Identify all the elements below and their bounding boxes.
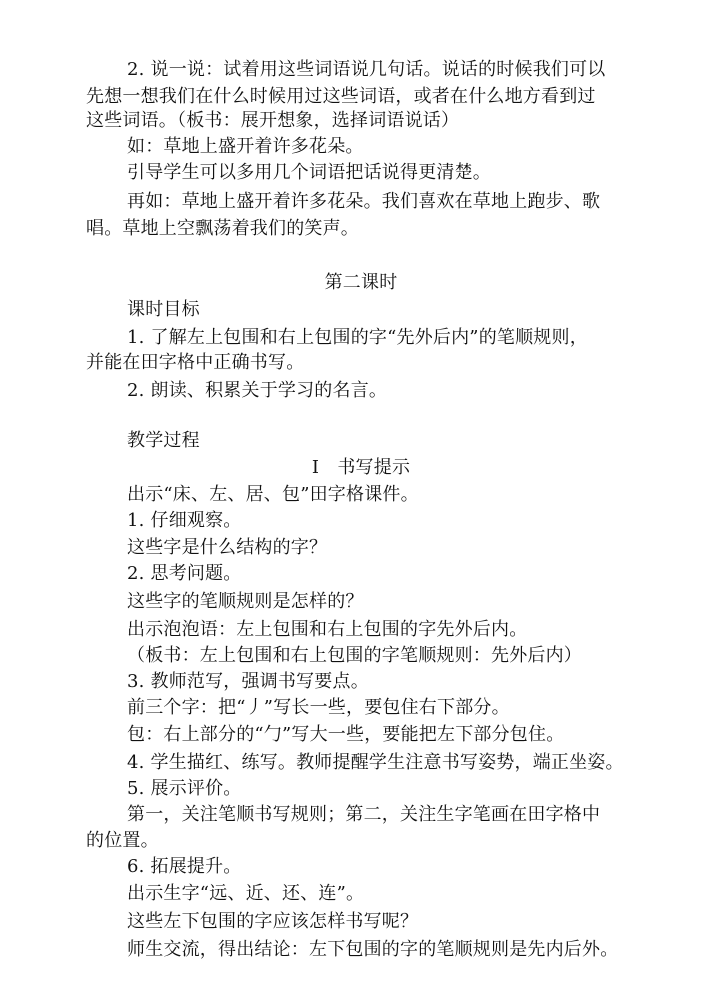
text-line: 如：草地上盛开着许多花朵。 (127, 136, 364, 157)
text-line: （板书：左上包围和右上包围的字笔顺规则：先外后内） (127, 645, 582, 666)
text-line: 2. 说一说：试着用这些词语说几句话。说话的时候我们可以 (127, 59, 606, 80)
section-heading: Ⅰ 书写提示 (311, 457, 411, 478)
text-line: 先想一想我们在什么时候用过这些词语，或者在什么地方看到过 (86, 86, 596, 107)
text-line: 2. 思考问题。 (127, 563, 242, 584)
text-line: 这些左下包围的字应该怎样书写呢？ (127, 911, 419, 932)
text-line: 这些字的笔顺规则是怎样的？ (127, 591, 364, 612)
text-line: 唱。草地上空飘荡着我们的笑声。 (86, 218, 359, 239)
text-line: 这些词语。（板书：展开想象，选择词语说话） (86, 110, 460, 131)
text-line: 2. 朗读、积累关于学习的名言。 (127, 380, 388, 401)
text-line: 1. 了解左上包围和右上包围的字“先外后内”的笔顺规则， (127, 327, 588, 348)
text-line: 的位置。 (86, 830, 159, 851)
text-line: 师生交流，得出结论：左下包围的字的笔顺规则是先内后外。 (127, 939, 619, 960)
text-line: 3. 教师范写，强调书写要点。 (127, 671, 369, 692)
text-line: 引导学生可以多用几个词语把话说得更清楚。 (127, 162, 491, 183)
text-line: 出示生字“远、近、还、连”。 (127, 883, 365, 904)
text-line: 第一，关注笔顺书写规则；第二，关注生字笔画在田字格中 (127, 804, 601, 825)
text-line: 4. 学生描红、练写。教师提醒学生注意书写姿势，端正坐姿。 (127, 752, 624, 773)
text-line: 5. 展示评价。 (127, 778, 242, 799)
subheading: 教学过程 (127, 430, 200, 451)
section-heading: 第二课时 (324, 272, 398, 293)
text-line: 这些字是什么结构的字？ (127, 537, 328, 558)
text-line: 6. 拓展提升。 (127, 856, 242, 877)
text-line: 前三个字：把“丿”写长一些，要包住右下部分。 (127, 697, 510, 718)
text-line: 包：右上部分的“勹”写大一些，要能把左下部分包住。 (127, 724, 565, 745)
text-line: 出示泡泡语：左上包围和右上包围的字先外后内。 (127, 619, 528, 640)
text-line: 再如：草地上盛开着许多花朵。我们喜欢在草地上跑步、歌 (127, 191, 601, 212)
text-line: 并能在田字格中正确书写。 (86, 352, 305, 373)
subheading: 课时目标 (127, 299, 200, 320)
text-line: 1. 仔细观察。 (127, 510, 242, 531)
text-line: 出示“床、左、居、包”田字格课件。 (127, 484, 419, 505)
